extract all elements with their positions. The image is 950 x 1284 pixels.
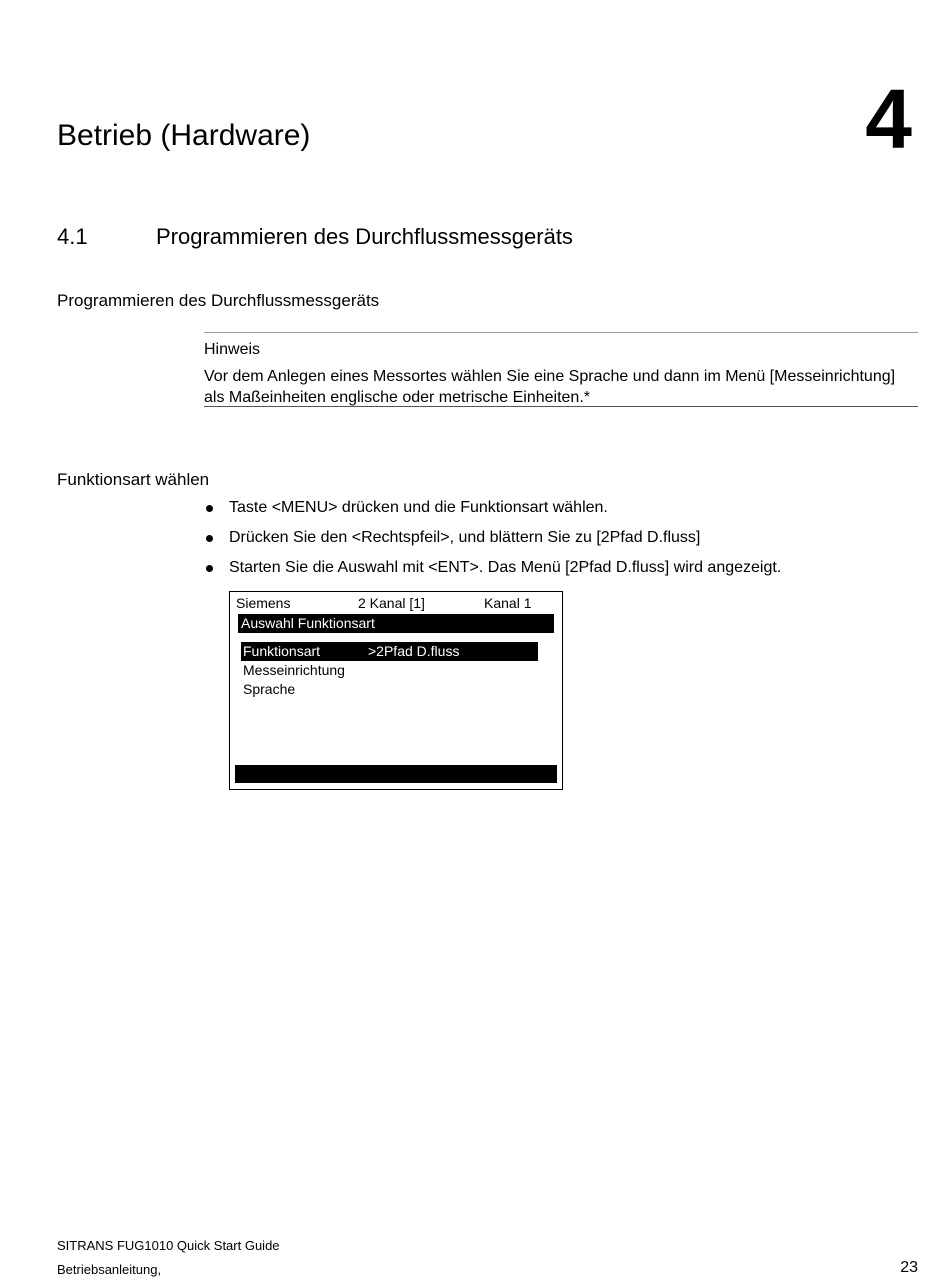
note-top-rule (204, 332, 918, 333)
list-item (204, 557, 781, 587)
display-selected-row (241, 642, 538, 661)
display-header-right: Kanal 1 (484, 595, 532, 611)
subsection-heading-programming: Programmieren des Durchflussmessgeräts (57, 291, 380, 310)
display-selected-label: Funktionsart (243, 643, 321, 659)
bullet-icon (206, 505, 213, 512)
chapter-title: Betrieb (Hardware) (57, 119, 311, 152)
steps-list (204, 497, 781, 587)
display-footer-bar (235, 765, 557, 783)
section-title: Programmieren des Durchflussmessgeräts (156, 224, 573, 249)
display-header-center: 2 Kanal [1] (358, 595, 425, 611)
bullet-icon (206, 535, 213, 542)
display-header-left: Siemens (236, 595, 291, 611)
step-text: Drücken Sie den <Rechtspfeil>, und blättern Sie zu [2Pfad D.fluss] (229, 529, 701, 546)
step-text: Starten Sie die Auswahl mit <ENT>. Das Menü [2Pfad D.fluss] wird angezeigt. (229, 559, 782, 576)
note-title: Hinweis (204, 341, 261, 358)
display-menu-item: Messeinrichtung (243, 662, 345, 678)
list-item (204, 497, 781, 527)
chapter-number: 4 (865, 72, 912, 166)
device-display (229, 591, 563, 790)
note-text: Vor dem Anlegen eines Messortes wählen Sie eine Sprache und dann im Menü [Messeinrichtung] als Maßeinheiten englische oder metrische Einheiten.* (204, 368, 896, 406)
footer-document-type: Betriebsanleitung, (57, 1262, 162, 1277)
section-number: 4.1 (57, 224, 88, 249)
display-menu-item: Sprache (243, 681, 296, 697)
display-menu-title: Auswahl Funktionsart (241, 615, 375, 631)
step-text: Taste <MENU> drücken und die Funktionsart wählen. (229, 499, 608, 516)
display-selected-value: >2Pfad D.fluss (368, 643, 460, 659)
display-menu-title-bar (238, 614, 554, 633)
list-item (204, 527, 781, 557)
note-bottom-rule (204, 406, 918, 407)
page-number: 23 (900, 1259, 918, 1276)
subsection-heading-mode: Funktionsart wählen (57, 470, 210, 489)
footer-document-title: SITRANS FUG1010 Quick Start Guide (57, 1238, 280, 1253)
bullet-icon (206, 565, 213, 572)
